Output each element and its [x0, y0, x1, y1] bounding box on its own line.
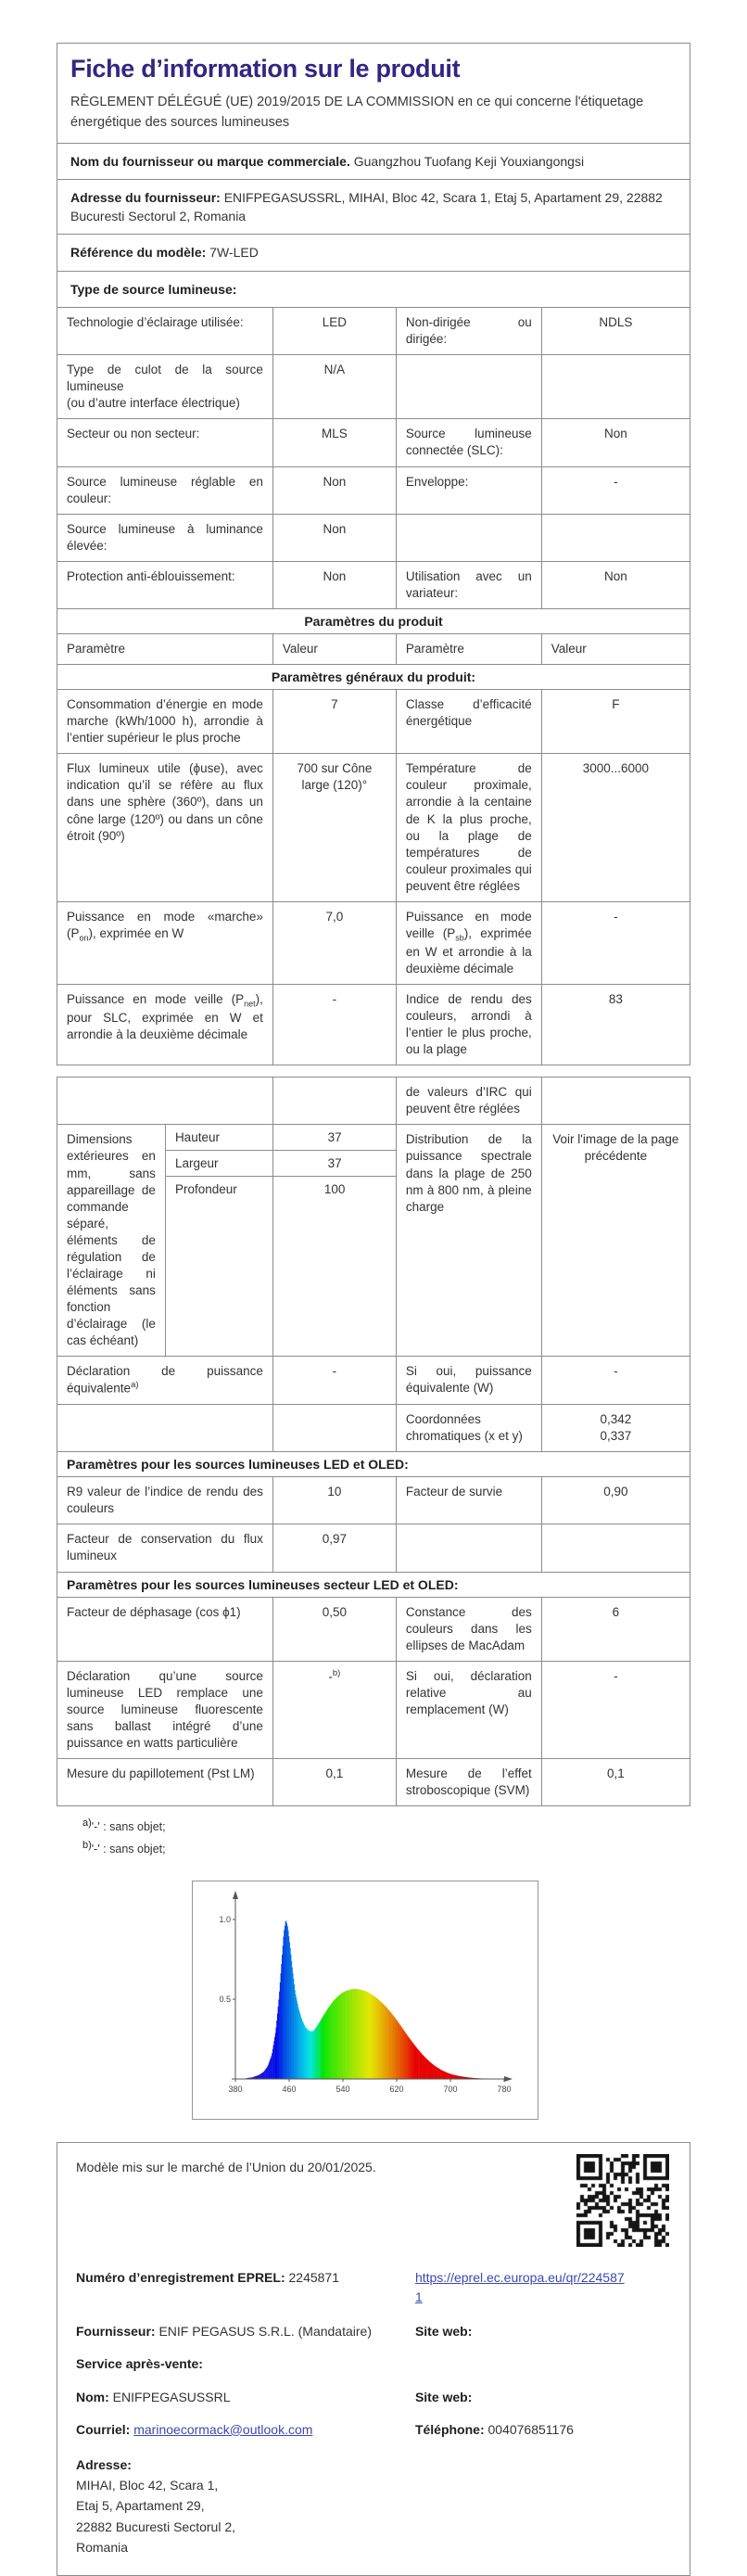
- telephone-label: Téléphone:: [415, 2422, 485, 2437]
- param-label-cell: Secteur ou non secteur:: [57, 419, 272, 465]
- svg-text:460: 460: [282, 2085, 296, 2094]
- courriel-link[interactable]: marinoecormack@outlook.com: [133, 2420, 312, 2441]
- param-value-cell: MLS: [272, 419, 396, 465]
- footnotes: [82, 1817, 690, 1855]
- supplier-name-value: Guangzhou Tuofang Keji Youxiangongsi: [354, 154, 584, 169]
- fournisseur-value: ENIF PEGASUS S.R.L. (Mandataire): [158, 2324, 372, 2339]
- supplier-name-label: Nom du fournisseur ou marque commerciale.: [70, 154, 350, 169]
- adresse-lines: [76, 2475, 671, 2558]
- eprel-number: [76, 2268, 415, 2308]
- param-value-cell: -$^{b)}$: [272, 1662, 396, 1758]
- param-value-cell: -: [541, 1662, 690, 1758]
- param-value-cell: N/A: [272, 355, 396, 418]
- dimension-name: Hauteur: [166, 1125, 273, 1150]
- svg-text:540: 540: [336, 2085, 349, 2094]
- page-title: Fiche d’information sur le produit: [70, 55, 675, 83]
- param-label-cell: Constance des couleurs dans les ellipses de MacAdam: [396, 1598, 541, 1661]
- model-reference-label: Référence du modèle:: [70, 245, 206, 260]
- param-value-cell: F: [541, 690, 690, 753]
- param-label-cell: Type de culot de la source lumineuse (ou d’autre interface électrique): [57, 355, 272, 418]
- param-label-cell: Paramètre: [396, 634, 541, 664]
- nom-cell: [76, 2388, 415, 2406]
- dimensions-label: Dimensions extérieures en mm, sans appareillage de commande séparé, éléments de régulation de l’éclairage ni éléments sans fonction d’éclairage (le cas échéant): [57, 1125, 165, 1356]
- spectral-distribution-chart-box: [192, 1881, 538, 2120]
- spectral-power-distribution-chart: [193, 1884, 536, 2112]
- param-value-cell: -: [541, 1357, 690, 1404]
- svg-text:0.5: 0.5: [219, 1995, 231, 2004]
- param-value-cell: 6: [541, 1598, 690, 1661]
- footnote: [82, 1817, 690, 1833]
- model-reference-row: [57, 234, 690, 270]
- footnote-marker: a): [82, 1817, 92, 1829]
- footnote-text: '-' : sans objet;: [92, 1820, 166, 1833]
- section-band: Paramètres pour les sources lumineuses secteur LED et OLED:: [57, 1572, 690, 1597]
- product-parameters-table-part1: [57, 608, 690, 1065]
- param-value-cell: Non: [272, 562, 396, 608]
- dimension-subrow: [166, 1125, 396, 1150]
- siteweb-cell: [415, 2322, 671, 2340]
- param-value-cell: 7,0: [272, 902, 396, 984]
- source-type-heading-row: [57, 271, 690, 307]
- param-row: [57, 1404, 690, 1451]
- param-value-cell: [541, 1078, 690, 1124]
- svg-text:700: 700: [443, 2085, 457, 2094]
- param-row: [57, 753, 690, 901]
- param-label-cell: [396, 1524, 541, 1571]
- param-label-cell: Source lumineuse à luminance élevée:: [57, 515, 272, 561]
- param-row: [57, 308, 690, 354]
- param-value-cell: -: [272, 985, 396, 1065]
- param-value-cell: 0,1: [272, 1759, 396, 1805]
- fournisseur-cell: [76, 2322, 415, 2340]
- source-type-heading: Type de source lumineuse:: [70, 282, 236, 297]
- param-row: [57, 466, 690, 514]
- param-label-cell: Puissance en mode «marche» $(P_{on})$, exprimée en W: [57, 902, 272, 984]
- param-row: [57, 984, 690, 1065]
- eprel-row: [76, 2268, 671, 2308]
- dimension-value: 100: [272, 1177, 395, 1202]
- section-band: Paramètres généraux du produit:: [57, 664, 690, 689]
- footnote-marker: b): [82, 1840, 92, 1851]
- nom-row: [76, 2388, 671, 2406]
- main-sheet-box: [57, 43, 690, 1065]
- section-band: Paramètres du produit: [57, 609, 690, 633]
- param-label-cell: Facteur de déphasage (cos ϕ1): [57, 1598, 272, 1661]
- eprel-label: Numéro d’enregistrement EPREL:: [76, 2270, 285, 2285]
- param-label-cell: de valeurs d’IRC qui peuvent être réglées: [396, 1078, 541, 1124]
- courriel-label: Courriel:: [76, 2422, 130, 2437]
- param-label-cell: Facteur de survie: [396, 1477, 541, 1524]
- param-value-cell: 10: [272, 1477, 396, 1524]
- source-type-table: [57, 307, 690, 608]
- param-row: [57, 689, 690, 753]
- param-label-cell: [57, 1405, 272, 1451]
- param-value-cell: [272, 1078, 396, 1124]
- param-value-cell: Voir l'image de la page précédente: [541, 1125, 690, 1356]
- param-value-cell: 700 sur Cône large (120)°: [272, 754, 396, 901]
- param-value-cell: Non: [272, 467, 396, 514]
- param-value-cell: [541, 1524, 690, 1571]
- param-label-cell: Non-dirigée ou dirigée:: [396, 308, 541, 354]
- telephone-cell: [415, 2420, 671, 2441]
- param-value-cell: -: [541, 467, 690, 514]
- dimensions-filler: [166, 1202, 396, 1356]
- param-label-cell: Si oui, puissance équivalente (W): [396, 1357, 541, 1404]
- eprel-value: 2245871: [289, 2270, 340, 2285]
- param-label-cell: Flux lumineux utile (ϕuse), avec indication qu’il se réfère au flux dans une sphère (360º), dans un cône large (120º) ou dans un cône étroit (90º): [57, 754, 272, 901]
- param-value-cell: 0,1: [541, 1759, 690, 1805]
- svg-text:380: 380: [228, 2085, 242, 2094]
- telephone-value: 004076851176: [488, 2422, 574, 2437]
- qr-code-canvas: [576, 2154, 669, 2247]
- param-label-cell: R9 valeur de l’indice de rendu des couleurs: [57, 1477, 272, 1524]
- param-label-cell: Indice de rendu des couleurs, arrondi à l’entier le plus proche, ou la plage: [396, 985, 541, 1065]
- adresse-line: Etaj 5, Apartament 29,: [76, 2495, 671, 2516]
- dimension-subrow: [166, 1150, 396, 1176]
- param-row: [57, 1597, 690, 1661]
- continuation-box: [57, 1077, 690, 1806]
- dimension-name: Largeur: [166, 1151, 273, 1176]
- param-value-cell: 0,50: [272, 1598, 396, 1661]
- param-label-cell: Utilisation avec un variateur:: [396, 562, 541, 608]
- product-information-sheet: [57, 43, 690, 2576]
- param-row: [57, 1078, 690, 1124]
- param-value-cell: [541, 355, 690, 418]
- adresse-line: 22882 Bucuresti Sectorul 2,: [76, 2517, 671, 2537]
- model-reference-value: 7W-LED: [209, 245, 259, 260]
- param-label-cell: Si oui, déclaration relative au remplacement (W): [396, 1662, 541, 1758]
- siteweb2-label: Site web:: [415, 2390, 472, 2404]
- param-row: [57, 418, 690, 465]
- dimensions-row: [57, 1124, 690, 1356]
- param-row: [57, 1524, 690, 1571]
- supplier-address-label: Adresse du fournisseur:: [70, 190, 221, 205]
- adresse-label: Adresse:: [76, 2457, 132, 2472]
- param-row: [57, 901, 690, 984]
- param-value-cell: NDLS: [541, 308, 690, 354]
- supplier-name-row: [57, 143, 690, 179]
- param-row: [57, 1476, 690, 1524]
- param-label-cell: Température de couleur proximale, arrondie à la centaine de K la plus proche, ou la plage de températures de couleur proximales qui peuvent être réglées: [396, 754, 541, 901]
- page-subtitle: RÈGLEMENT DÉLÉGUÉ (UE) 2019/2015 DE LA COMMISSION en ce qui concerne l'étiquetage énergétique des sources lumineuses: [70, 93, 664, 134]
- param-value-cell: 7: [272, 690, 396, 753]
- param-value-cell: Valeur: [541, 634, 690, 664]
- param-value-cell: Non: [541, 419, 690, 465]
- nom-label: Nom:: [76, 2390, 109, 2404]
- fournisseur-label: Fournisseur:: [76, 2324, 156, 2339]
- param-row: [57, 514, 690, 561]
- param-value-cell: 0,97: [272, 1524, 396, 1571]
- param-value-cell: 83: [541, 985, 690, 1065]
- param-label-cell: Consommation d’énergie en mode marche (kWh/1000 h), arrondie à l’entier supérieur le plus proche: [57, 690, 272, 753]
- param-value-cell: 0,342 0,337: [541, 1405, 690, 1451]
- param-value-cell: -: [541, 902, 690, 984]
- adresse-line: Romania: [76, 2537, 671, 2557]
- aftersales-label: Service après-vente:: [76, 2356, 203, 2371]
- aftersales-cell: [76, 2354, 415, 2373]
- param-header-row: [57, 633, 690, 664]
- param-row: [57, 1661, 690, 1758]
- param-label-cell: Puissance en mode veille $(P_{sb})$, exprimée en W et arrondie à la deuxième décimale: [396, 902, 541, 984]
- eprel-info-box: [57, 2142, 690, 2576]
- dimension-name: Profondeur: [166, 1177, 273, 1202]
- param-label-cell: Source lumineuse réglable en couleur:: [57, 467, 272, 514]
- param-label-cell: Technologie d’éclairage utilisée:: [57, 308, 272, 354]
- param-label-cell: Distribution de la puissance spectrale dans la plage de 250 nm à 800 nm, à pleine charge: [396, 1125, 541, 1356]
- siteweb2-cell: [415, 2388, 671, 2406]
- param-label-cell: Source lumineuse connectée (SLC):: [396, 419, 541, 465]
- param-value-cell: 0,90: [541, 1477, 690, 1524]
- param-label-cell: [57, 1078, 272, 1124]
- param-label-cell: Déclaration de puissance équivalente$^{a)}$: [57, 1357, 272, 1404]
- param-value-cell: Valeur: [272, 634, 396, 664]
- aftersales-row: [76, 2354, 671, 2373]
- param-value-cell: [541, 515, 690, 561]
- param-label-cell: Facteur de conservation du flux lumineux: [57, 1524, 272, 1571]
- svg-text:620: 620: [389, 2085, 403, 2094]
- param-label-cell: [396, 355, 541, 418]
- param-value-cell: LED: [272, 308, 396, 354]
- param-value-cell: 3000...6000: [541, 754, 690, 901]
- param-row: [57, 1356, 690, 1404]
- dimension-subrow: [166, 1176, 396, 1202]
- siteweb-label: Site web:: [415, 2324, 472, 2339]
- param-label-cell: Puissance en mode veille $(P_{net})$, pour SLC, exprimée en W et arrondie à la deuxième décimale: [57, 985, 272, 1065]
- param-value-cell: [272, 1405, 396, 1451]
- courriel-row: [76, 2420, 671, 2441]
- eprel-link[interactable]: https://eprel.ec.europa.eu/qr/2245871: [415, 2268, 630, 2308]
- supplier-address-row: [57, 179, 690, 235]
- eprel-link-cell: [415, 2268, 671, 2308]
- section-band: Paramètres pour les sources lumineuses LED et OLED:: [57, 1451, 690, 1476]
- param-value-cell: Non: [272, 515, 396, 561]
- param-label-cell: Paramètre: [57, 634, 272, 664]
- sheet-header: [57, 44, 690, 143]
- param-label-cell: Protection anti-éblouissement:: [57, 562, 272, 608]
- page-break-gap: [57, 1065, 690, 1077]
- dimensions-subtable: [165, 1125, 396, 1356]
- footnote: [82, 1840, 690, 1855]
- param-value-cell: -: [272, 1357, 396, 1404]
- param-label-cell: Déclaration qu’une source lumineuse LED remplace une source lumineuse fluorescente sans ballast intégré d’une puissance en watts particulière: [57, 1662, 272, 1758]
- courriel-cell: [76, 2420, 415, 2441]
- adresse-block: [76, 2455, 671, 2558]
- param-row: [57, 1758, 690, 1805]
- param-label-cell: Classe d’efficacité énergétique: [396, 690, 541, 753]
- param-value-cell: Non: [541, 562, 690, 608]
- qr-code: [576, 2154, 669, 2247]
- supplier-address-value: ENIFPEGASUSSRL, MIHAI, Bloc 42, Scara 1, Etaj 5, Apartament 29, 22882 Bucuresti Sectorul 2, Romania: [70, 190, 663, 223]
- fournisseur-row: [76, 2322, 671, 2340]
- param-label-cell: Enveloppe:: [396, 467, 541, 514]
- adresse-line: MIHAI, Bloc 42, Scara 1,: [76, 2475, 671, 2495]
- footnote-text: '-' : sans objet;: [92, 1843, 166, 1856]
- param-label-cell: [396, 515, 541, 561]
- param-row: [57, 561, 690, 608]
- param-label-cell: Mesure de l’effet stroboscopique (SVM): [396, 1759, 541, 1805]
- nom-value: ENIFPEGASUSSRL: [113, 2390, 231, 2404]
- svg-text:1.0: 1.0: [219, 1915, 231, 1924]
- param-row: [57, 354, 690, 418]
- param-label-cell: Mesure du papillotement (Pst LM): [57, 1759, 272, 1805]
- dimension-value: 37: [272, 1151, 395, 1176]
- svg-text:780: 780: [497, 2085, 511, 2094]
- dimension-value: 37: [272, 1125, 395, 1150]
- product-parameters-table-part2: [57, 1078, 690, 1805]
- market-date-line: Modèle mis sur le marché de l’Union du 20/01/2025.: [76, 2160, 671, 2174]
- param-label-cell: Coordonnées chromatiques (x et y): [396, 1405, 541, 1451]
